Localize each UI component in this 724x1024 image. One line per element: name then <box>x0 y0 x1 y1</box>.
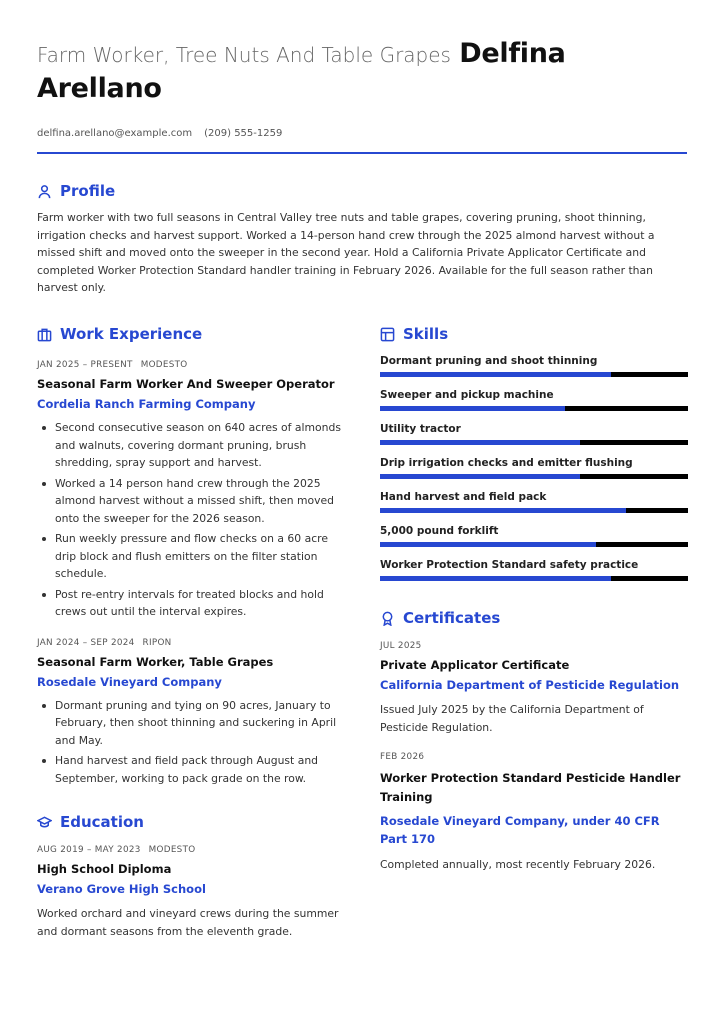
skills-title: Skills <box>403 325 449 343</box>
resume-header <box>37 37 687 139</box>
skill-name: Drip irrigation checks and emitter flushing <box>380 457 633 469</box>
skill-level-bar <box>380 508 688 513</box>
email: delfina.arellano@example.com <box>37 128 193 139</box>
certificate-date: FEB 2026 <box>380 752 425 762</box>
job-location: MODESTO <box>140 360 188 370</box>
certificate-icon <box>380 611 395 626</box>
education-dates: AUG 2019 – MAY 2023 <box>37 845 141 855</box>
certificate-issuer: California Department of Pesticide Regulation <box>380 678 680 692</box>
skill-level-fill <box>380 440 580 445</box>
certificates-title: Certificates <box>403 609 501 627</box>
certificates-heading <box>380 609 688 627</box>
skill-name: 5,000 pound forklift <box>380 525 499 537</box>
skill-level-bar <box>380 440 688 445</box>
job-dates: JAN 2025 – PRESENT <box>37 360 133 370</box>
job-role: Seasonal Farm Worker, Table Grapes <box>37 654 274 669</box>
skill-item <box>380 525 688 547</box>
profile-section <box>37 182 687 297</box>
profile-text: Farm worker with two full seasons in Central Valley tree nuts and table grapes, covering pruning, shoot thinning, irrigation checks and harvest support. Worked a 14-person hand crew through the 2025 almond harvest without a missed shift and moved onto the sweeper in the second year. Hold a California Private Applicator Certificate and completed Worker Protection Standard handler training in February 2026. Available for the full season rather than harvest only. <box>37 211 655 294</box>
skill-item <box>380 491 688 513</box>
skill-level-bar <box>380 474 688 479</box>
job-bullets <box>37 419 347 621</box>
skill-level-fill <box>380 576 611 581</box>
user-icon <box>37 184 52 199</box>
job-entry <box>37 360 347 621</box>
skill-item <box>380 559 688 581</box>
skill-level-fill <box>380 508 626 513</box>
phone: (209) 555-1259 <box>204 128 283 139</box>
left-column <box>37 325 347 940</box>
job-dates: JAN 2024 – SEP 2024 <box>37 637 135 648</box>
skill-name: Sweeper and pickup machine <box>380 389 554 401</box>
bullet-item: Second consecutive season on 640 acres of almonds and walnuts, covering dormant pruning, brush shredding, spray support and harvest. <box>37 419 347 472</box>
education-degree: High School Diploma <box>37 862 172 876</box>
skill-level-fill <box>380 474 580 479</box>
job-role: Seasonal Farm Worker And Sweeper Operator <box>37 377 335 391</box>
bullet-item: Worked a 14 person hand crew through the 2025 almond harvest without a missed shift, then moved onto the sweeper for the 2026 season. <box>37 475 347 528</box>
skill-item <box>380 355 688 377</box>
skills-icon <box>380 327 395 342</box>
profile-title: Profile <box>60 182 116 200</box>
bullet-item: Post re-entry intervals for treated blocks and hold crews out until the interval expires. <box>37 586 347 621</box>
experience-title: Work Experience <box>60 325 203 343</box>
certificate-description: Issued July 2025 by the California Department of Pesticide Regulation. <box>380 703 644 734</box>
skill-name: Dormant pruning and shoot thinning <box>380 355 598 367</box>
title-line <box>37 37 687 106</box>
education-school: Verano Grove High School <box>37 882 206 896</box>
graduation-cap-icon <box>37 815 52 830</box>
skill-level-bar <box>380 372 688 377</box>
briefcase-icon <box>37 327 52 342</box>
candidate-name: Delfina Arellano <box>37 38 566 104</box>
job-location: RIPON <box>142 637 172 648</box>
contact-info <box>37 128 687 139</box>
skill-item <box>380 423 688 445</box>
bullet-item: Hand harvest and field pack through August and September, working to pack grade on the row. <box>37 752 347 787</box>
certificate-entry <box>380 752 688 874</box>
header-divider <box>37 152 687 154</box>
job-company: Rosedale Vineyard Company <box>37 674 222 689</box>
skill-name: Worker Protection Standard safety practice <box>380 559 639 571</box>
skill-level-fill <box>380 542 596 547</box>
job-bullets <box>37 697 347 788</box>
certificate-issuer: Rosedale Vineyard Company, under 40 CFR Part 170 <box>380 814 660 846</box>
certificate-description: Completed annually, most recently February 2026. <box>380 858 656 871</box>
job-entry <box>37 638 347 788</box>
education-location: MODESTO <box>148 845 196 855</box>
job-title: Farm Worker, Tree Nuts And Table Grapes <box>37 43 451 67</box>
skill-level-bar <box>380 576 688 581</box>
skill-level-fill <box>380 372 611 377</box>
bullet-item: Dormant pruning and tying on 90 acres, January to February, then shoot thinning and suckering in April and May. <box>37 697 347 750</box>
skills-heading <box>380 325 688 343</box>
skills-list <box>380 355 688 581</box>
certificate-entry <box>380 641 688 736</box>
certificate-date: JUL 2025 <box>380 641 422 651</box>
skill-name: Hand harvest and field pack <box>380 491 547 503</box>
education-meta <box>37 845 347 855</box>
skill-item <box>380 457 688 479</box>
profile-heading <box>37 182 687 200</box>
job-meta <box>37 360 347 370</box>
skill-level-bar <box>380 542 688 547</box>
education-description: Worked orchard and vineyard crews during the summer and dormant seasons from the eleventh grade. <box>37 907 339 938</box>
skill-item <box>380 389 688 411</box>
education-title: Education <box>60 813 144 831</box>
certificate-name: Private Applicator Certificate <box>380 658 570 672</box>
education-heading <box>37 813 347 831</box>
right-column <box>380 325 688 884</box>
job-company: Cordelia Ranch Farming Company <box>37 397 256 411</box>
skill-level-fill <box>380 406 565 411</box>
experience-heading <box>37 325 347 343</box>
certificate-name: Worker Protection Standard Pesticide Handler Training <box>380 771 681 804</box>
skill-level-bar <box>380 406 688 411</box>
skill-name: Utility tractor <box>380 423 461 435</box>
job-meta <box>37 638 347 648</box>
bullet-item: Run weekly pressure and flow checks on a 60 acre drip block and flush emitters on the filter station schedule. <box>37 530 347 583</box>
